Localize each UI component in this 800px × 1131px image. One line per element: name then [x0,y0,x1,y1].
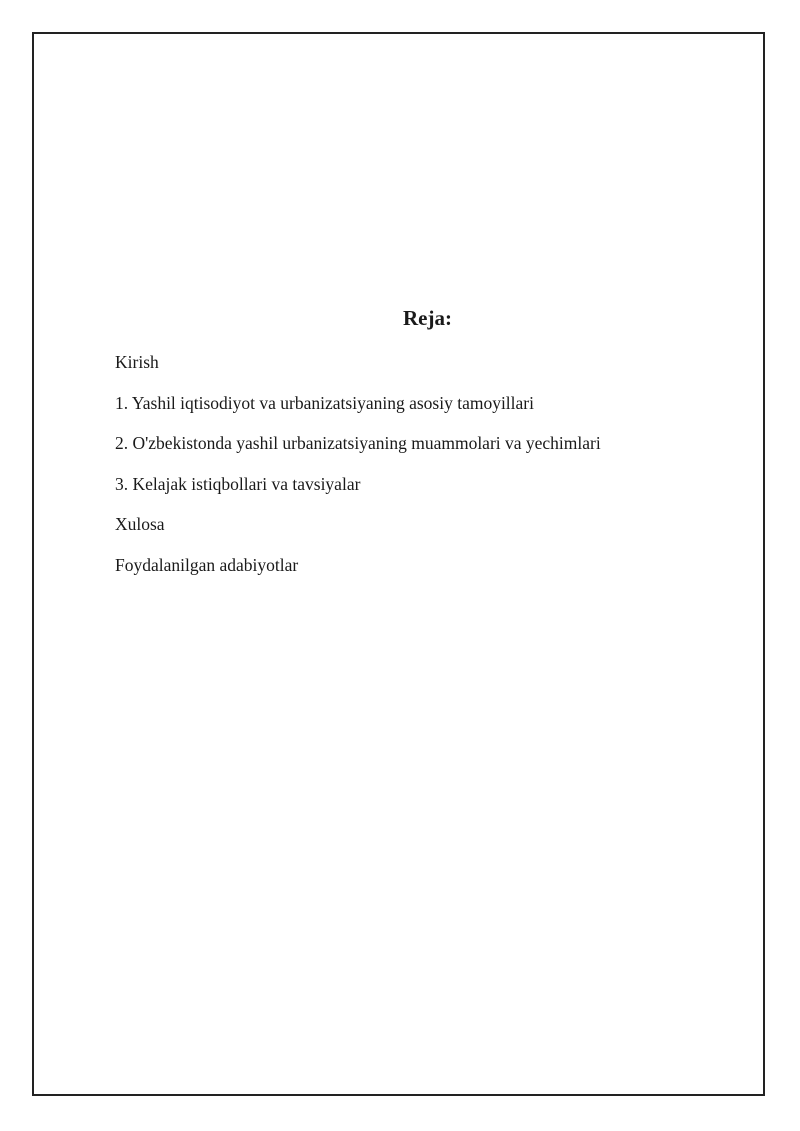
plan-item-introduction: Kirish [115,352,159,372]
page-title: Reja: [403,306,452,330]
plan-item-1: 1. Yashil iqtisodiyot va urbanizatsiyaning asosiy tamoyillari [115,392,534,413]
plan-list [115,352,601,595]
plan-item-3: 3. Kelajak istiqbollari va tavsiyalar [115,473,361,494]
plan-item-2: 2. O'zbekistonda yashil urbanizatsiyaning muammolari va yechimlari [115,433,601,453]
plan-item-references: Foydalanilgan adabiyotlar [115,554,299,575]
plan-item-conclusion: Xulosa [115,514,165,534]
